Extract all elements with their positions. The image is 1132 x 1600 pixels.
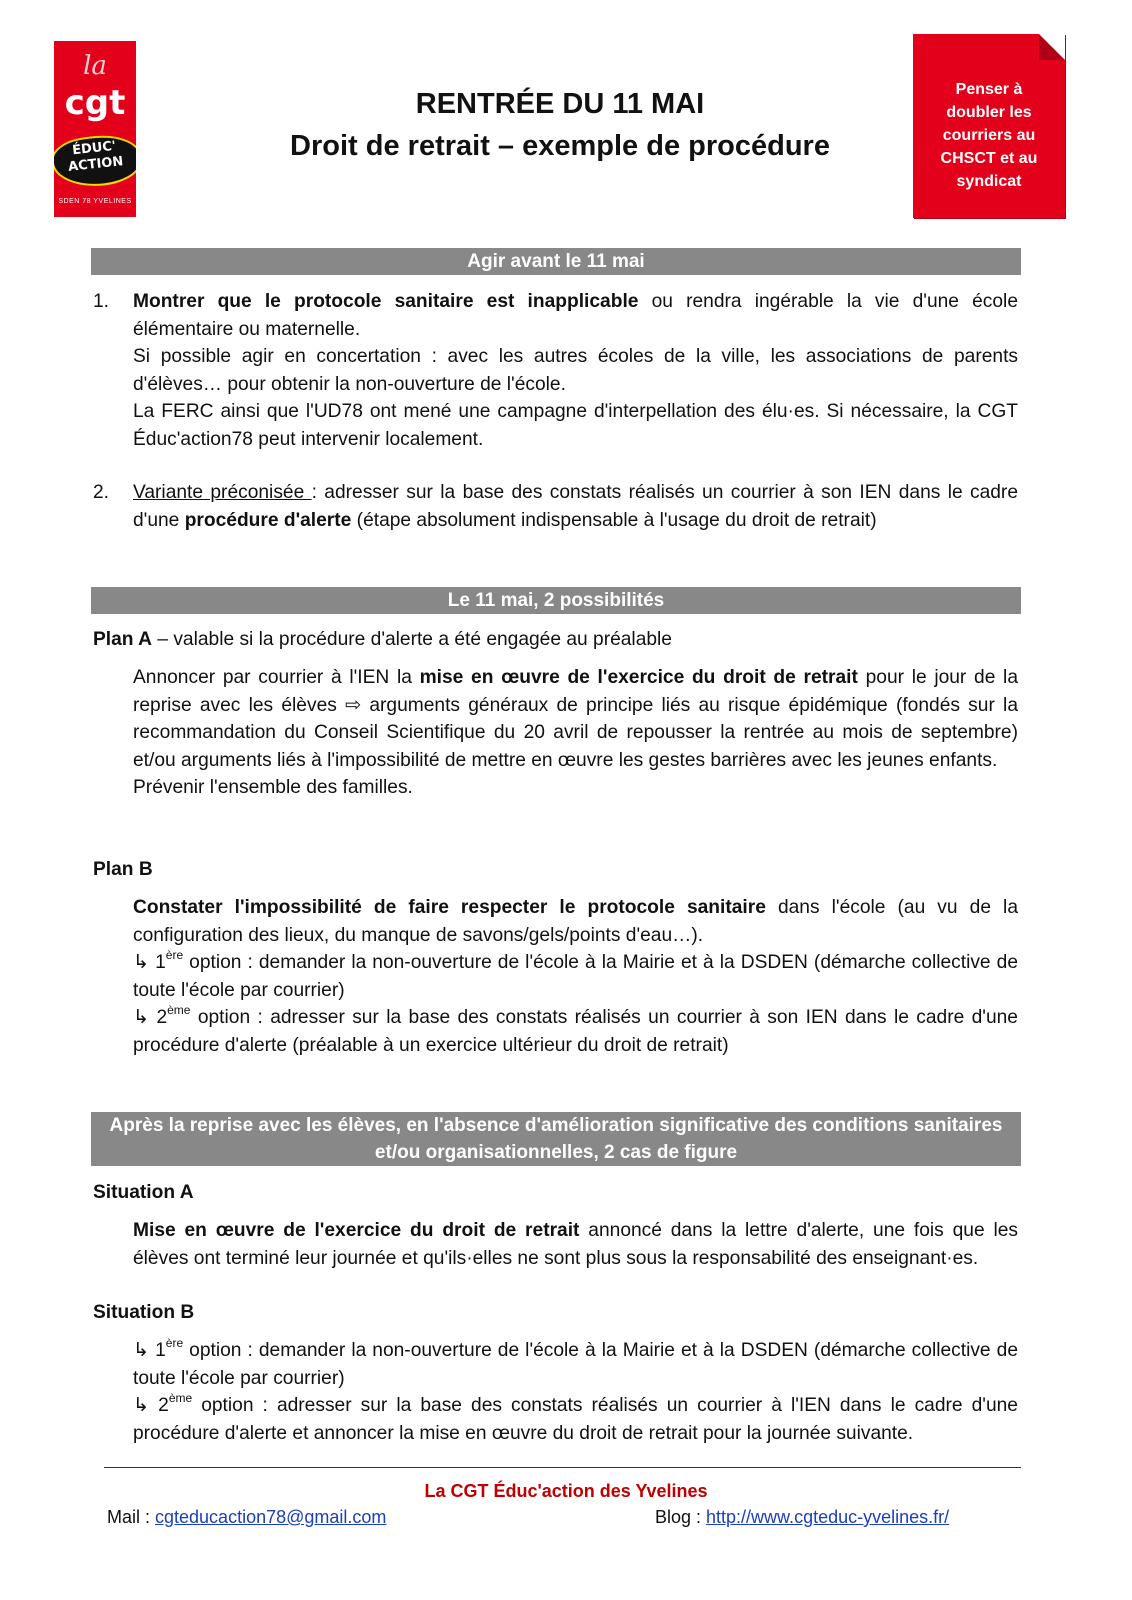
plan-a-bold: mise en œuvre de l'exercice du droit de retrait <box>419 667 858 688</box>
plan-a-label-rest: – valable si la procédure d'alerte a été engagée au préalable <box>152 629 672 650</box>
arrow-icon: ↳ <box>133 1340 150 1361</box>
plan-b-bold: Constater l'impossibilité de faire respecter le protocole sanitaire <box>133 897 766 918</box>
section-header-after <box>91 1112 1021 1166</box>
plan-b-option-1: option : demander la non-ouverture de l'école à la Mairie et à la DSDEN (démarche collective de toute l'école par courrier) <box>133 952 1018 1001</box>
item2-bold: procédure d'alerte <box>184 509 352 531</box>
option-number: 1 <box>155 1340 166 1361</box>
arrow-icon: ↳ <box>133 1395 150 1416</box>
item2-text-b: (étape absolument indispensable à l'usage du droit de retrait) <box>351 509 877 531</box>
note-line: CHSCT et au <box>940 150 1038 167</box>
arrow-icon: ↳ <box>133 1007 150 1028</box>
footer-mail <box>107 1507 386 1528</box>
situation-a-label: Situation A <box>93 1182 194 1203</box>
situation-a-bold: Mise en œuvre de l'exercice du droit de retrait <box>133 1220 580 1241</box>
item1-bold: Montrer que le protocole sanitaire est inapplicable <box>133 291 639 312</box>
option-number: 2 <box>156 1007 168 1028</box>
plan-a-families: Prévenir l'ensemble des familles. <box>133 777 413 798</box>
page-subtitle: Droit de retrait – exemple de procédure <box>290 130 830 162</box>
note-line: doubler les <box>946 104 1032 121</box>
plan-a-text-b: pour le jour de la reprise avec les élèves ⇨ arguments généraux de principe liés au risque épidémique (fondés sur la recommandation du Conseil Scientifique du 20 avril de repousser la rentrée au mois de septembre) et/ou arguments liés à l'impossibilité de mettre en œuvre les gestes barrières avec les jeunes enfants. <box>133 667 1018 771</box>
list-number: 1. <box>93 291 110 312</box>
blog-label: Blog : <box>655 1507 707 1527</box>
section3-header-line1: Après la reprise avec les élèves, en l'absence d'amélioration significative des conditions sanitaires <box>109 1115 1003 1136</box>
plan-b-option-2: option : adresser sur la base des constats réalisés un courrier à son IEN dans le cadre d'une procédure d'alerte (préalable à un exercice ultérieur du droit de retrait) <box>133 1007 1018 1056</box>
note-line: courriers au <box>942 127 1036 144</box>
section-header-before: Agir avant le 11 mai <box>91 248 1021 275</box>
footer-organization: La CGT Éduc'action des Yvelines <box>424 1481 708 1501</box>
list-number: 2. <box>93 482 110 503</box>
plan-a-label: Plan A <box>93 629 152 650</box>
section-header-may11: Le 11 mai, 2 possibilités <box>91 587 1021 614</box>
logo-badge-line2: ACTION <box>67 154 125 175</box>
plan-a-heading <box>93 626 672 654</box>
plan-a-text-a: Annoncer par courrier à l'IEN la <box>133 667 420 688</box>
list-item-1 <box>133 288 1018 453</box>
cgt-logo <box>54 41 136 217</box>
situation-a-heading <box>93 1179 194 1207</box>
plan-b-label: Plan B <box>93 859 153 880</box>
logo-la: la <box>83 51 107 81</box>
plan-b-heading <box>93 856 153 884</box>
note-line: syndicat <box>956 173 1022 190</box>
item2-text-a: : adresser sur la base des constats réalisés un courrier à son IEN dans le cadre d'une <box>133 482 1018 531</box>
option-sup: ère <box>165 947 184 962</box>
mail-label: Mail : <box>107 1507 156 1527</box>
option-number: 2 <box>158 1395 169 1416</box>
plan-b-body <box>133 894 1018 1059</box>
situation-b-heading <box>93 1299 194 1327</box>
option-number: 1 <box>155 952 166 973</box>
situation-b-option-2: option : adresser sur la base des constats réalisés un courrier à l'IEN dans le cadre d'une procédure d'alerte et annoncer la mise en œuvre du droit de retrait pour la journée suivante. <box>133 1395 1018 1444</box>
arrow-icon: ↳ <box>133 952 150 973</box>
logo-cgt: cgt <box>64 83 126 123</box>
situation-b-option-1: option : demander la non-ouverture de l'école à la Mairie et à la DSDEN (démarche collective de toute l'école par courrier) <box>133 1340 1018 1389</box>
item1-concertation: Si possible agir en concertation : avec les autres écoles de la ville, les associations de parents d'élèves… pour obtenir la non-ouverture de l'école. <box>133 346 1018 395</box>
item1-ferc: La FERC ainsi que l'UD78 ont mené une campagne d'interpellation des élu·es. Si nécessaire, la CGT Éduc'action78 peut intervenir localement. <box>133 401 1018 450</box>
item1-text: ou rendra ingérable la vie d'une école élémentaire ou maternelle. <box>133 291 1018 340</box>
logo-sden: SDEN 78 YVELINES <box>58 198 132 205</box>
logo-badge-line1: ÉDUC' <box>71 138 117 159</box>
option-sup: ème <box>167 1002 191 1017</box>
page-title: RENTRÉE DU 11 MAI <box>415 88 705 120</box>
footer-divider <box>104 1467 1021 1468</box>
situation-b-label: Situation B <box>93 1302 195 1323</box>
option-sup: ère <box>165 1335 184 1350</box>
note-line: Penser à <box>955 81 1023 98</box>
footer-blog <box>655 1507 949 1528</box>
list-item-2 <box>133 479 1018 534</box>
item2-underlined: Variante préconisée <box>133 482 312 503</box>
note-fold <box>1039 34 1065 60</box>
plan-b-text: dans l'école (au vu de la configuration des lieux, du manque de savons/gels/points d'eau…). <box>133 897 1018 946</box>
blog-link[interactable]: http://www.cgteduc-yvelines.fr/ <box>706 1507 950 1527</box>
mail-link[interactable]: cgteducaction78@gmail.com <box>155 1507 387 1527</box>
section3-header-line2: et/ou organisationnelles, 2 cas de figure <box>374 1142 738 1163</box>
reminder-note <box>913 34 1065 218</box>
plan-a-body <box>133 664 1018 802</box>
situation-a-text: annoncé dans la lettre d'alerte, une fois que les élèves ont terminé leur journée et qu'ils·elles ne sont plus sous la responsabilité des enseignant·es. <box>133 1220 1018 1269</box>
option-sup: ème <box>168 1390 193 1405</box>
situation-b-body <box>133 1337 1018 1447</box>
situation-a-body <box>133 1217 1018 1272</box>
reminder-note-text <box>917 78 1061 193</box>
